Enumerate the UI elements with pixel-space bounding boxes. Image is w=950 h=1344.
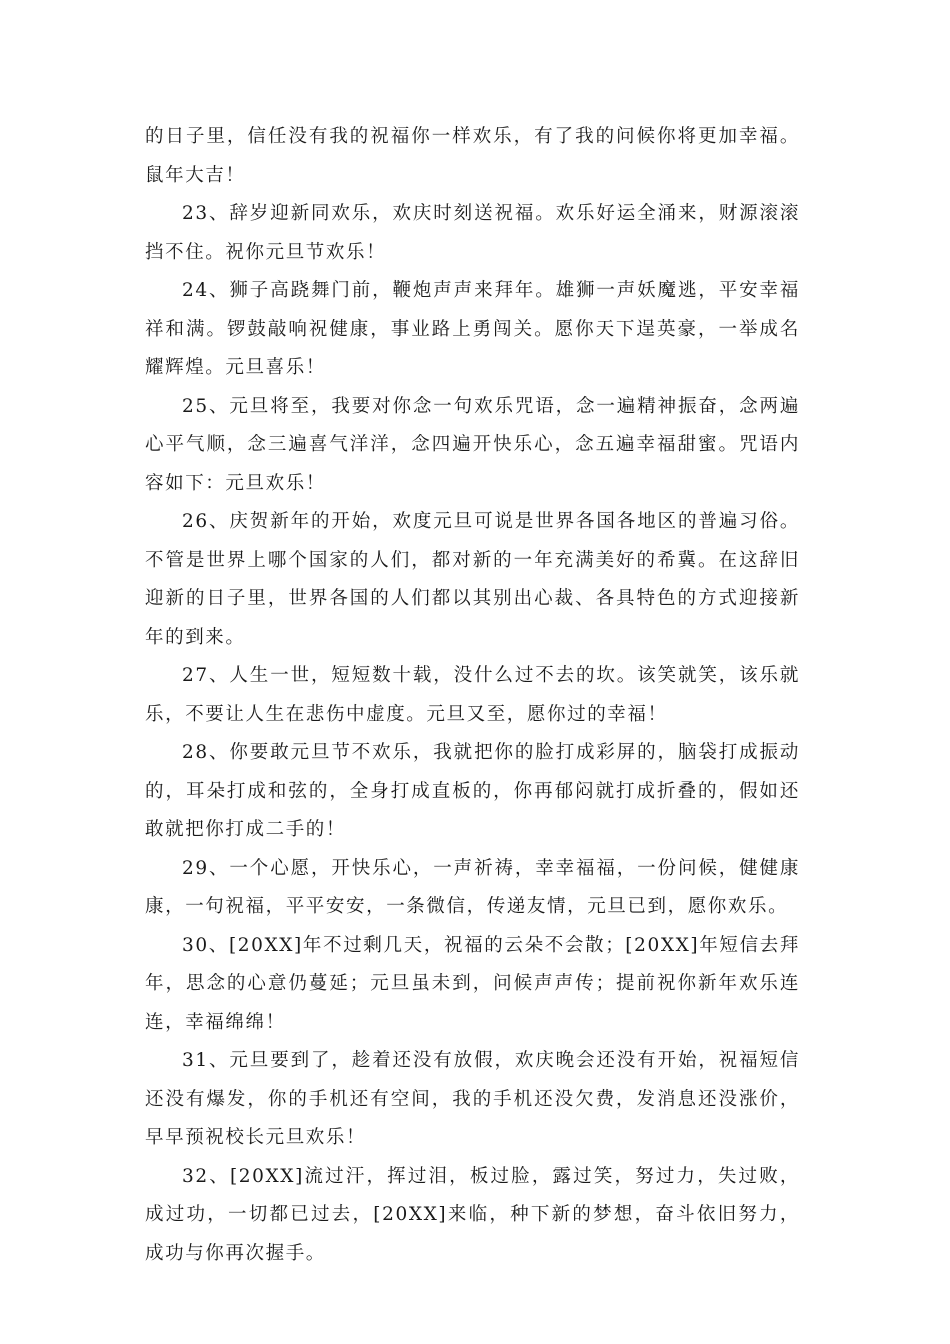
paragraph-27: 27、人生一世，短短数十载，没什么过不去的坎。该笑就笑，该乐就乐，不要让人生在悲伤中虚度。元旦又至，愿你过的幸福！	[145, 665, 800, 725]
paragraph-29: 29、一个心愿，开快乐心，一声祈祷，幸幸福福，一份问候，健健康康，一句祝福，平平安安，一条微信，传递友情，元旦已到，愿你欢乐。	[145, 857, 800, 917]
paragraph-28: 28、你要敢元旦节不欢乐，我就把你的脸打成彩屏的，脑袋打成振动的，耳朵打成和弦的，全身打成直板的，你再郁闷就打成折叠的，假如还敢就把你打成二手的！	[145, 742, 800, 840]
paragraph-23: 23、辞岁迎新同欢乐，欢庆时刻送祝福。欢乐好运全涌来，财源滚滚挡不住。祝你元旦节欢乐！	[145, 203, 800, 263]
paragraph-continuation: 的日子里，信任没有我的祝福你一样欢乐，有了我的问候你将更加幸福。鼠年大吉！	[145, 126, 800, 186]
document-body	[145, 118, 800, 1273]
paragraph-32: 32、[20XX]流过汗，挥过泪，板过脸，露过笑，努过力，失过败，成过功，一切都已过去，[20XX]来临，种下新的梦想，奋斗依旧努力，成功与你再次握手。	[145, 1165, 800, 1264]
paragraph-30: 30、[20XX]年不过剩几天，祝福的云朵不会散；[20XX]年短信去拜年，思念的心意仍蔓延；元旦虽未到，问候声声传；提前祝你新年欢乐连连，幸福绵绵！	[145, 934, 800, 1033]
paragraph-24: 24、狮子高跷舞门前，鞭炮声声来拜年。雄狮一声妖魔逃，平安幸福祥和满。锣鼓敲响祝健康，事业路上勇闯关。愿你天下逞英豪，一举成名耀辉煌。元旦喜乐！	[145, 280, 800, 378]
paragraph-26: 26、庆贺新年的开始，欢度元旦可说是世界各国各地区的普遍习俗。不管是世界上哪个国家的人们，都对新的一年充满美好的希冀。在这辞旧迎新的日子里，世界各国的人们都以其别出心裁、各具特色的方式迎接新年的到来。	[145, 511, 800, 648]
paragraph-31: 31、元旦要到了，趁着还没有放假，欢庆晚会还没有开始，祝福短信还没有爆发，你的手机还有空间，我的手机还没欠费，发消息还没涨价，早早预祝校长元旦欢乐！	[145, 1050, 800, 1148]
paragraph-25: 25、元旦将至，我要对你念一句欢乐咒语，念一遍精神振奋，念两遍心平气顺，念三遍喜气洋洋，念四遍开快乐心，念五遍幸福甜蜜。咒语内容如下：元旦欢乐！	[145, 395, 800, 494]
